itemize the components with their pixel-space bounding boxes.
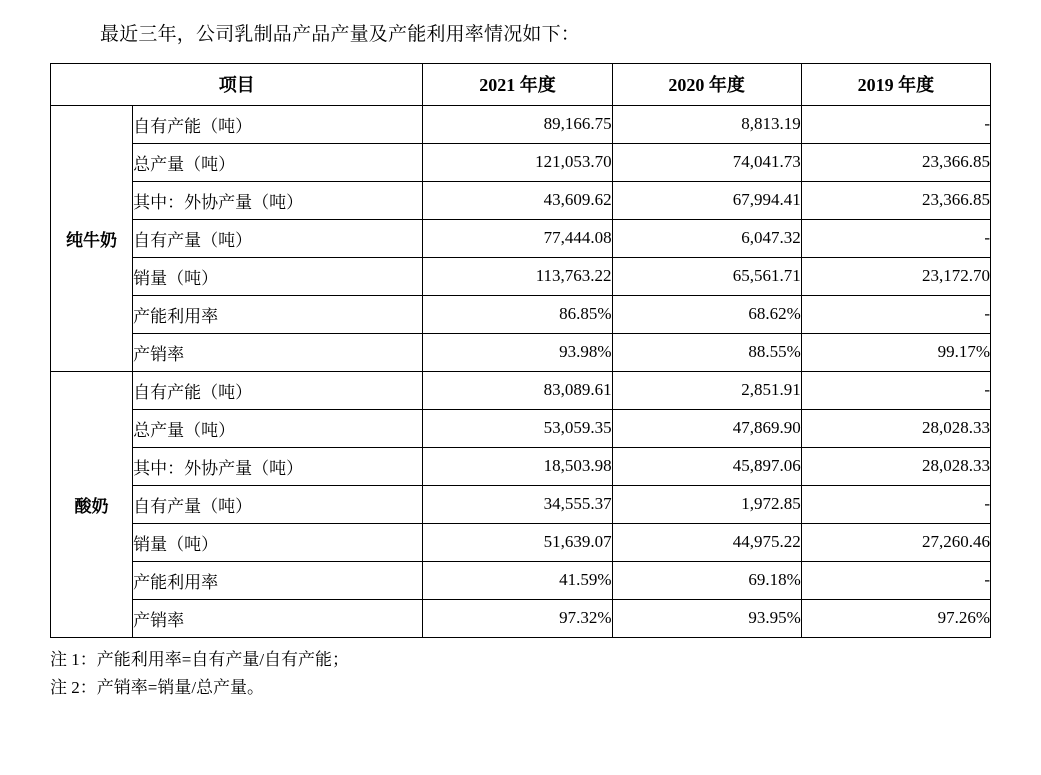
cell-2019: - bbox=[801, 485, 990, 523]
document-page bbox=[0, 22, 1041, 775]
row-item-label: 销量（吨） bbox=[133, 523, 423, 561]
cell-2020: 1,972.85 bbox=[612, 485, 801, 523]
column-header-2021: 2021 年度 bbox=[423, 63, 612, 105]
cell-2021: 89,166.75 bbox=[423, 105, 612, 143]
table-body bbox=[51, 105, 991, 637]
cell-2021: 113,763.22 bbox=[423, 257, 612, 295]
table-notes bbox=[50, 646, 1041, 702]
cell-2019: 27,260.46 bbox=[801, 523, 990, 561]
cell-2021: 97.32% bbox=[423, 599, 612, 637]
table-header bbox=[51, 63, 991, 105]
cell-2020: 93.95% bbox=[612, 599, 801, 637]
cell-2021: 18,503.98 bbox=[423, 447, 612, 485]
cell-2020: 65,561.71 bbox=[612, 257, 801, 295]
cell-2020: 74,041.73 bbox=[612, 143, 801, 181]
cell-2021: 83,089.61 bbox=[423, 371, 612, 409]
table-row bbox=[51, 599, 991, 637]
table-row bbox=[51, 181, 991, 219]
row-item-label: 总产量（吨） bbox=[133, 409, 423, 447]
cell-2019: 97.26% bbox=[801, 599, 990, 637]
cell-2019: 28,028.33 bbox=[801, 409, 990, 447]
cell-2021: 53,059.35 bbox=[423, 409, 612, 447]
cell-2019: - bbox=[801, 561, 990, 599]
row-item-label: 销量（吨） bbox=[133, 257, 423, 295]
cell-2020: 69.18% bbox=[612, 561, 801, 599]
row-item-label: 自有产量（吨） bbox=[133, 219, 423, 257]
table-row bbox=[51, 485, 991, 523]
table-row bbox=[51, 143, 991, 181]
column-header-2019: 2019 年度 bbox=[801, 63, 990, 105]
note-1: 注 1：产能利用率=自有产量/自有产能； bbox=[50, 649, 350, 669]
cell-2019: 99.17% bbox=[801, 333, 990, 371]
cell-2019: 23,366.85 bbox=[801, 181, 990, 219]
row-item-label: 其中：外协产量（吨） bbox=[133, 447, 423, 485]
column-header-item: 项目 bbox=[51, 63, 423, 105]
row-item-label: 产能利用率 bbox=[133, 295, 423, 333]
cell-2019: 23,366.85 bbox=[801, 143, 990, 181]
row-item-label: 产销率 bbox=[133, 599, 423, 637]
cell-2019: 28,028.33 bbox=[801, 447, 990, 485]
table-row bbox=[51, 295, 991, 333]
row-item-label: 自有产能（吨） bbox=[133, 105, 423, 143]
note-2: 注 2：产销率=销量/总产量。 bbox=[50, 677, 265, 697]
cell-2019: - bbox=[801, 295, 990, 333]
table-header-row bbox=[51, 63, 991, 105]
cell-2021: 77,444.08 bbox=[423, 219, 612, 257]
table-row bbox=[51, 333, 991, 371]
cell-2020: 8,813.19 bbox=[612, 105, 801, 143]
row-item-label: 总产量（吨） bbox=[133, 143, 423, 181]
cell-2021: 86.85% bbox=[423, 295, 612, 333]
group-label-milk: 纯牛奶 bbox=[51, 105, 133, 371]
row-item-label: 产销率 bbox=[133, 333, 423, 371]
row-item-label: 其中：外协产量（吨） bbox=[133, 181, 423, 219]
cell-2020: 88.55% bbox=[612, 333, 801, 371]
table-row bbox=[51, 219, 991, 257]
cell-2020: 6,047.32 bbox=[612, 219, 801, 257]
row-item-label: 自有产能（吨） bbox=[133, 371, 423, 409]
cell-2021: 93.98% bbox=[423, 333, 612, 371]
table-row bbox=[51, 257, 991, 295]
cell-2021: 43,609.62 bbox=[423, 181, 612, 219]
cell-2020: 45,897.06 bbox=[612, 447, 801, 485]
table-row bbox=[51, 561, 991, 599]
cell-2021: 34,555.37 bbox=[423, 485, 612, 523]
cell-2019: - bbox=[801, 219, 990, 257]
cell-2021: 51,639.07 bbox=[423, 523, 612, 561]
table-row bbox=[51, 523, 991, 561]
cell-2020: 2,851.91 bbox=[612, 371, 801, 409]
row-item-label: 自有产量（吨） bbox=[133, 485, 423, 523]
column-header-2020: 2020 年度 bbox=[612, 63, 801, 105]
cell-2019: - bbox=[801, 371, 990, 409]
cell-2020: 68.62% bbox=[612, 295, 801, 333]
cell-2020: 67,994.41 bbox=[612, 181, 801, 219]
cell-2019: - bbox=[801, 105, 990, 143]
production-capacity-table bbox=[50, 63, 991, 638]
table-row bbox=[51, 409, 991, 447]
cell-2019: 23,172.70 bbox=[801, 257, 990, 295]
cell-2020: 47,869.90 bbox=[612, 409, 801, 447]
table-row bbox=[51, 447, 991, 485]
cell-2021: 41.59% bbox=[423, 561, 612, 599]
intro-paragraph: 最近三年，公司乳制品产品产量及产能利用率情况如下： bbox=[100, 24, 581, 45]
row-item-label: 产能利用率 bbox=[133, 561, 423, 599]
cell-2020: 44,975.22 bbox=[612, 523, 801, 561]
group-label-yogurt: 酸奶 bbox=[51, 371, 133, 637]
table-row bbox=[51, 105, 991, 143]
cell-2021: 121,053.70 bbox=[423, 143, 612, 181]
table-row bbox=[51, 371, 991, 409]
